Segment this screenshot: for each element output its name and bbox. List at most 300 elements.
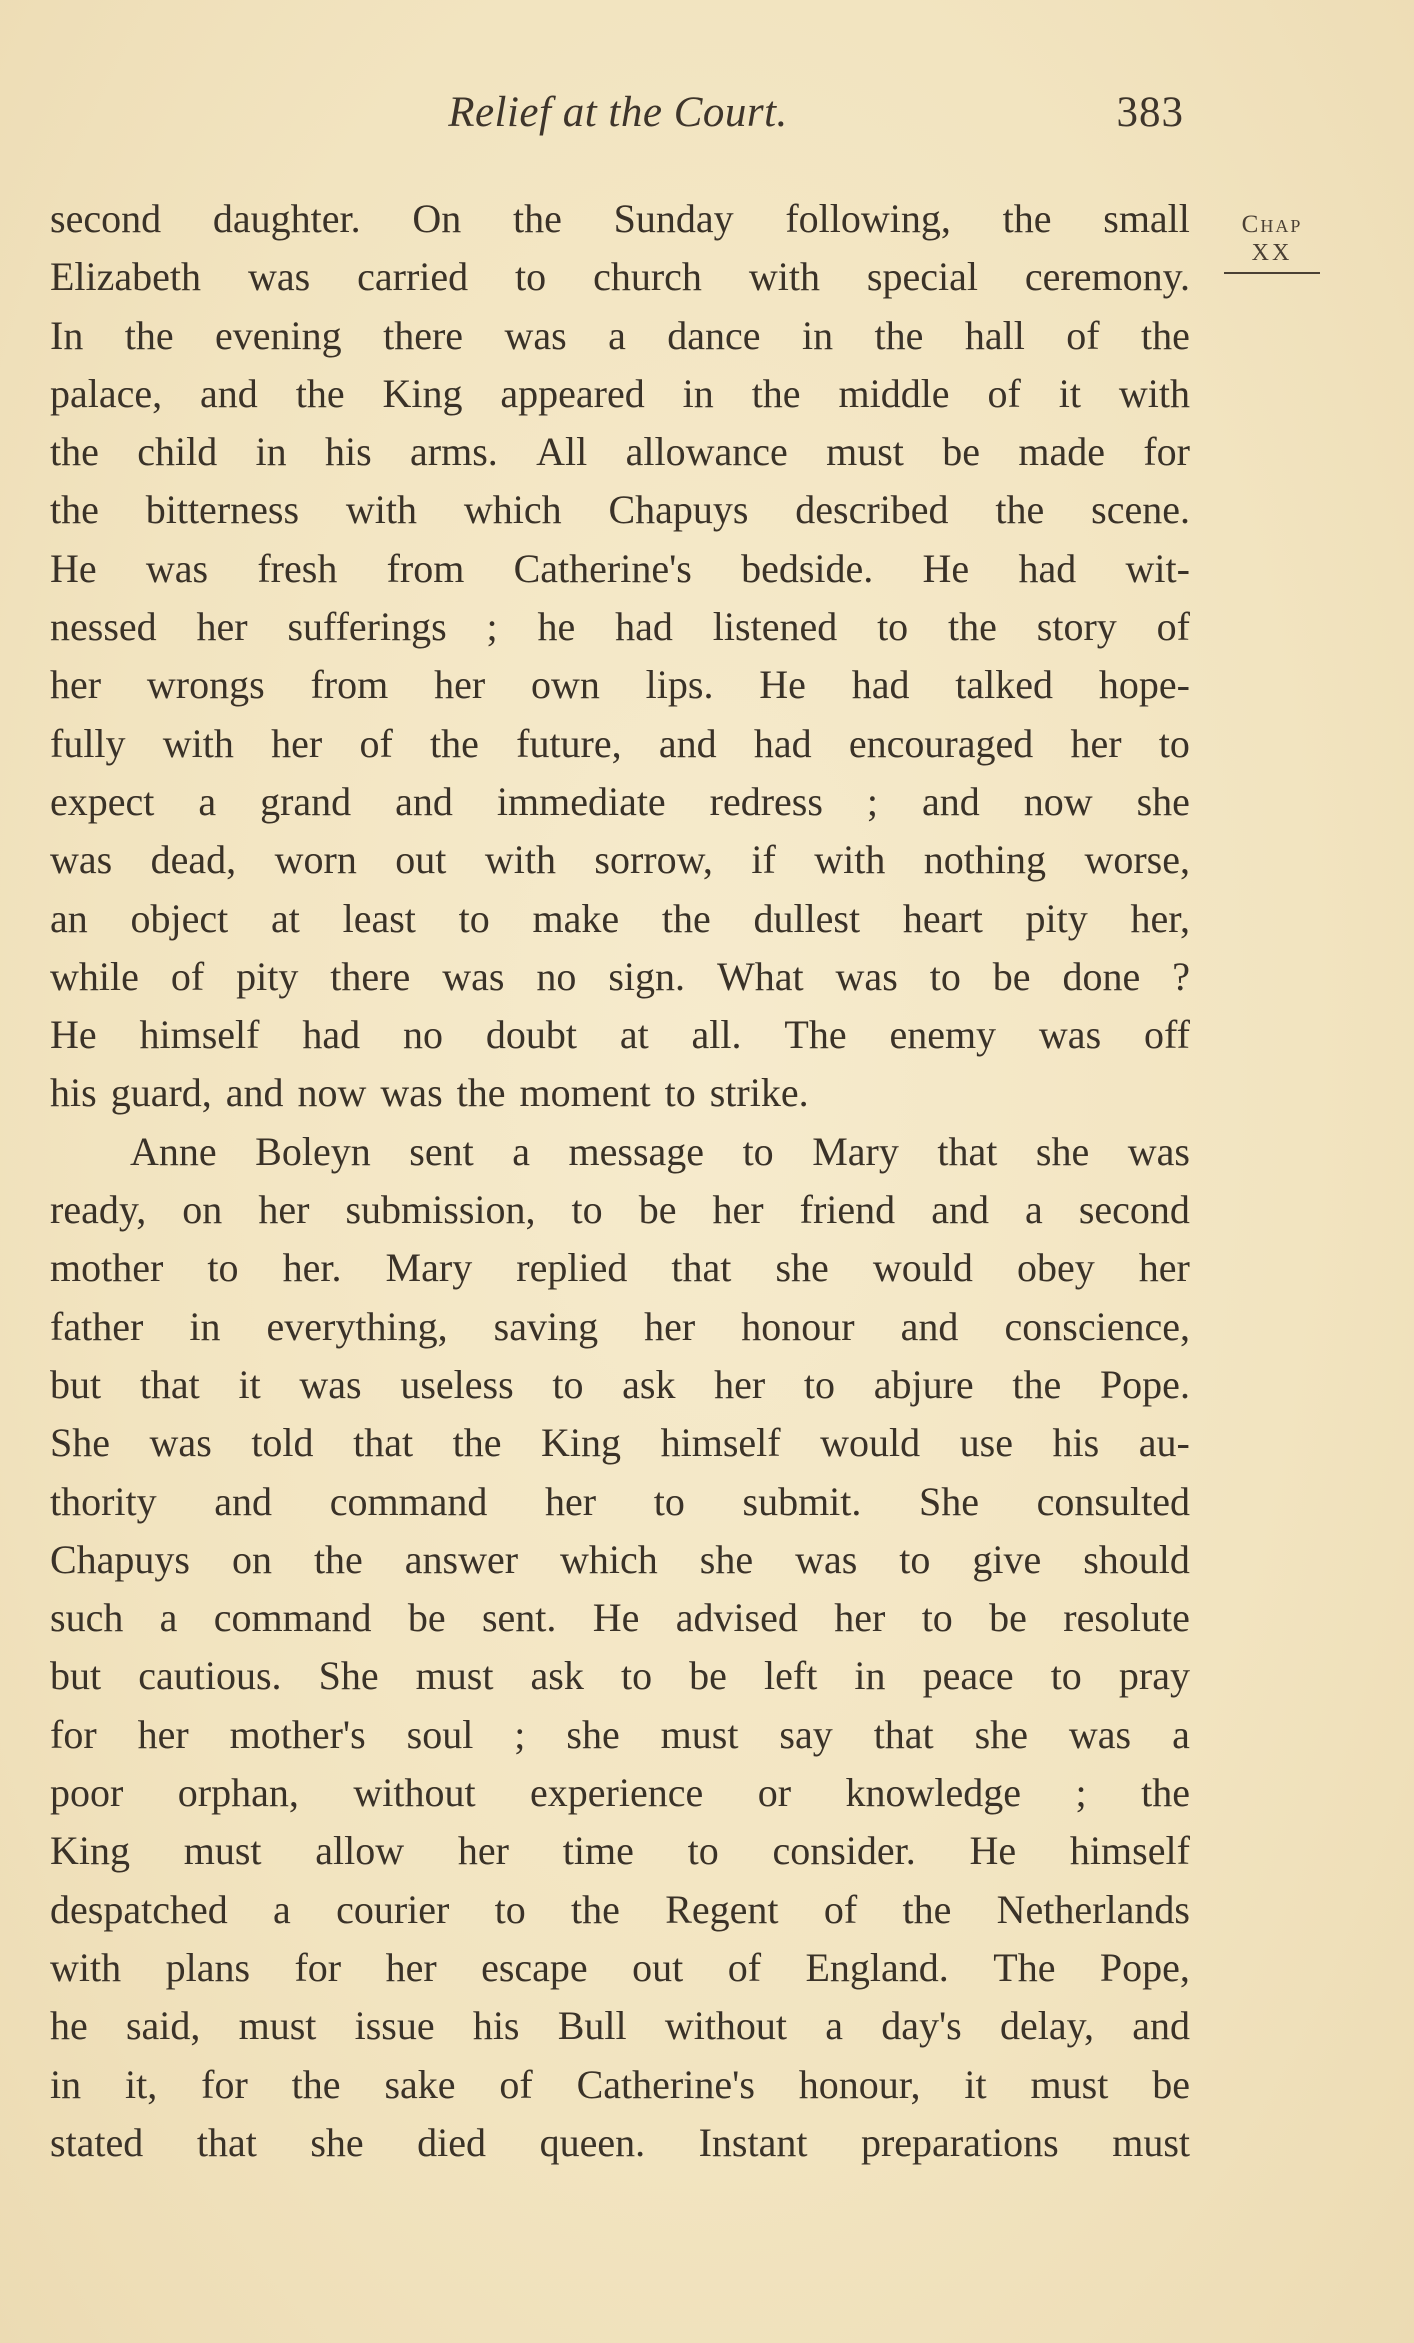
word: bedside.	[741, 545, 874, 591]
word: off	[1144, 1012, 1190, 1058]
word: but	[50, 1361, 102, 1407]
word: knowledge	[845, 1770, 1022, 1816]
word: use	[959, 1420, 1013, 1466]
word: to	[515, 254, 547, 300]
word: was	[247, 254, 311, 300]
word: was	[50, 837, 113, 883]
word: experience	[530, 1770, 704, 1816]
word: second	[50, 196, 162, 241]
word: the	[430, 720, 479, 766]
word: honour	[741, 1303, 855, 1349]
word: to	[552, 1361, 584, 1407]
text-line	[50, 1706, 1190, 1764]
word: orphan,	[177, 1770, 299, 1816]
word: to	[653, 1478, 685, 1524]
word: be	[989, 1595, 1027, 1641]
word: she	[1035, 1128, 1090, 1174]
text-line	[50, 248, 1190, 306]
word: sake	[384, 2061, 456, 2107]
word: Pope.	[1099, 1361, 1190, 1407]
word: Regent	[665, 1886, 779, 1932]
text-line	[50, 715, 1190, 773]
word: a	[159, 1595, 178, 1641]
text-line	[50, 1006, 1190, 1064]
word: wit-	[1125, 545, 1190, 591]
word: and	[225, 1070, 284, 1116]
word: He	[922, 545, 970, 591]
word: she	[974, 1711, 1028, 1757]
word: allowance	[625, 429, 788, 475]
word: himself	[139, 1012, 260, 1058]
word: resolute	[1063, 1595, 1190, 1641]
word: that	[196, 2119, 257, 2165]
word: she	[310, 2119, 364, 2165]
word: au-	[1138, 1420, 1190, 1466]
word: to	[877, 604, 909, 650]
word: nessed	[50, 604, 157, 650]
word: at	[270, 895, 300, 941]
word: was	[145, 545, 209, 591]
word: said,	[125, 2003, 201, 2049]
word: himself	[660, 1420, 781, 1466]
word: out	[632, 1944, 684, 1990]
word: which	[463, 487, 562, 533]
word: abjure	[873, 1361, 974, 1407]
word: ;	[866, 778, 879, 824]
word: from	[310, 662, 389, 708]
word: command	[329, 1478, 488, 1524]
word: Boleyn	[255, 1128, 371, 1174]
word: Catherine's	[576, 2061, 755, 2107]
word: to	[207, 1245, 239, 1291]
text-line	[50, 190, 1190, 248]
word: be	[1152, 2061, 1190, 2107]
word: pity	[1025, 895, 1088, 941]
word: the	[1141, 1770, 1190, 1816]
word: queen.	[539, 2119, 646, 2165]
text-line	[50, 1473, 1190, 1531]
word: She	[50, 1420, 110, 1466]
word: be	[942, 429, 981, 475]
word: her	[50, 662, 102, 708]
word: to	[921, 1595, 953, 1641]
word: honour,	[798, 2061, 921, 2107]
word: be	[689, 1653, 727, 1699]
word: everything,	[266, 1303, 448, 1349]
word: her	[834, 1595, 886, 1641]
word: that	[671, 1245, 732, 1291]
word: would	[872, 1245, 973, 1291]
word: for	[201, 2061, 248, 2107]
word: of	[987, 370, 1021, 416]
word: Mary	[385, 1245, 473, 1291]
word: she	[775, 1245, 829, 1291]
word: was	[1068, 1711, 1132, 1757]
text-line	[50, 1123, 1190, 1181]
word: of	[499, 2061, 533, 2107]
word: in	[50, 2061, 82, 2107]
word: was	[1127, 1128, 1190, 1174]
word: to	[929, 953, 961, 999]
word: time	[562, 1828, 634, 1874]
word: was	[835, 953, 898, 999]
word: with	[484, 837, 556, 883]
word: talked	[955, 662, 1054, 708]
word: delay,	[999, 2003, 1094, 2049]
word: was	[299, 1361, 362, 1407]
word: sorrow,	[594, 837, 713, 883]
page-number: 383	[1116, 89, 1184, 136]
word: consider.	[772, 1828, 916, 1874]
word: command	[213, 1595, 372, 1641]
word: The	[784, 1012, 847, 1058]
word: to	[494, 1886, 526, 1932]
word: evening	[215, 312, 342, 358]
word: but	[50, 1653, 102, 1699]
word: was	[1038, 1012, 1102, 1058]
word: immediate	[496, 778, 666, 824]
word: or	[757, 1770, 792, 1816]
word: a	[1172, 1711, 1190, 1757]
word: allow	[315, 1828, 405, 1874]
word: that	[139, 1361, 200, 1407]
word: the	[661, 895, 711, 941]
word: special	[866, 254, 978, 300]
word: in	[189, 1303, 221, 1349]
word: done	[1062, 953, 1141, 999]
text-line	[50, 1764, 1190, 1822]
word: her	[196, 604, 248, 650]
text-line	[50, 365, 1190, 423]
word: ready,	[50, 1187, 147, 1233]
word: small	[1103, 196, 1190, 241]
word: the	[571, 1886, 620, 1932]
word: sufferings	[287, 604, 447, 650]
word: to	[458, 895, 490, 941]
text-line	[50, 1181, 1190, 1239]
text-line	[50, 1997, 1190, 2055]
word: heart	[902, 895, 983, 941]
word: hope-	[1098, 662, 1190, 708]
word: must	[183, 1828, 262, 1874]
word: fresh	[257, 545, 338, 591]
word: would	[820, 1420, 921, 1466]
word: now	[297, 1070, 367, 1116]
word: must	[826, 429, 904, 475]
word: with	[814, 837, 886, 883]
word: with	[162, 720, 234, 766]
word: replied	[516, 1245, 628, 1291]
word: to	[742, 1128, 774, 1174]
word: message	[568, 1128, 705, 1174]
word: left	[764, 1653, 818, 1699]
word: her.	[282, 1245, 342, 1291]
word: the	[1140, 312, 1190, 358]
word: hall	[964, 312, 1025, 358]
word: the	[995, 487, 1045, 533]
word: On	[412, 196, 462, 241]
text-line	[50, 656, 1190, 714]
word: in	[682, 370, 714, 416]
word: preparations	[860, 2119, 1059, 2165]
word: peace	[922, 1653, 1014, 1699]
word: and	[931, 1187, 989, 1233]
word: to	[803, 1361, 836, 1407]
word: a	[512, 1128, 530, 1174]
word: the	[456, 1070, 506, 1116]
word: if	[751, 837, 776, 883]
word: no	[402, 1012, 443, 1058]
running-title: Relief at the Court.	[448, 89, 788, 136]
word: he	[50, 2003, 88, 2049]
word: her	[712, 1187, 764, 1233]
word: the	[50, 429, 99, 475]
text-line	[50, 1298, 1190, 1356]
word: was	[380, 1070, 443, 1116]
text-line	[50, 1822, 1190, 1880]
word: she	[1136, 778, 1190, 824]
word: England.	[805, 1944, 949, 1990]
word: while	[50, 953, 139, 999]
word: in	[801, 312, 834, 358]
word: should	[1083, 1536, 1190, 1582]
text-line	[50, 423, 1190, 481]
word: was	[504, 312, 567, 358]
word: and	[214, 1478, 273, 1524]
word: King	[541, 1420, 622, 1466]
word: ;	[1075, 1770, 1087, 1816]
word: father	[50, 1303, 144, 1349]
word: that	[937, 1128, 998, 1174]
word: obey	[1016, 1245, 1095, 1291]
text-line	[50, 1647, 1190, 1705]
word: He	[50, 1012, 97, 1058]
word: it,	[125, 2061, 158, 2107]
word: for	[50, 1711, 97, 1757]
word: for	[1143, 429, 1190, 475]
word: useless	[400, 1361, 514, 1407]
text-line	[50, 948, 1190, 1006]
word: it	[238, 1361, 261, 1407]
word: lips.	[645, 662, 714, 708]
word: advised	[675, 1595, 798, 1641]
word: told	[251, 1420, 314, 1466]
word: had	[753, 720, 812, 766]
word: Mary	[812, 1128, 899, 1174]
word: day's	[881, 2003, 962, 2049]
word: her	[385, 1944, 437, 1990]
word: with	[345, 487, 417, 533]
word: palace,	[50, 370, 163, 416]
word: her	[271, 720, 323, 766]
word: the	[948, 604, 997, 650]
word: to	[1158, 720, 1190, 766]
word: a	[825, 2003, 844, 2049]
text-line	[50, 2056, 1190, 2114]
margin-chapter-number: XX	[1251, 240, 1293, 266]
word: future,	[516, 720, 622, 766]
word: The	[993, 1944, 1056, 1990]
word: object	[130, 895, 229, 941]
text-line	[50, 1356, 1190, 1414]
word: her	[434, 662, 486, 708]
word: without	[664, 2003, 788, 2049]
word: that	[353, 1420, 414, 1466]
word: he	[537, 604, 576, 650]
text-line	[50, 1064, 1190, 1122]
word: sent	[409, 1128, 474, 1174]
word: a	[608, 312, 626, 358]
word: He	[969, 1828, 1017, 1874]
word: the	[313, 1536, 363, 1582]
word: must	[415, 1653, 494, 1699]
word: child	[137, 429, 218, 475]
word: had	[1018, 545, 1077, 591]
word: described	[795, 487, 949, 533]
word: mother's	[229, 1711, 366, 1757]
word: of	[170, 953, 205, 999]
word: in	[255, 429, 287, 475]
word: He	[759, 662, 806, 708]
word: her	[1070, 720, 1122, 766]
word: a	[1025, 1187, 1043, 1233]
word: encouraged	[848, 720, 1034, 766]
word: in	[854, 1653, 886, 1699]
word: with	[1118, 370, 1190, 416]
word: give	[972, 1536, 1042, 1582]
word: was	[795, 1536, 858, 1582]
word: her	[714, 1361, 766, 1407]
word: from	[386, 545, 465, 591]
word: on	[182, 1187, 223, 1233]
word: saving	[493, 1303, 599, 1349]
word: guard,	[110, 1070, 212, 1116]
text-line	[50, 831, 1190, 889]
word: Instant	[698, 2119, 808, 2165]
word: the	[874, 312, 924, 358]
word: there	[383, 312, 464, 358]
word: it	[964, 2061, 987, 2107]
text-line	[50, 540, 1190, 598]
word: arms.	[410, 429, 498, 475]
word: sent.	[481, 1595, 557, 1641]
word: church	[593, 254, 702, 300]
word: and	[1132, 2003, 1190, 2049]
word: her	[457, 1828, 509, 1874]
word: worse,	[1084, 837, 1190, 883]
word: of	[1066, 312, 1100, 358]
word: moment	[519, 1070, 651, 1116]
word: was	[149, 1420, 212, 1466]
word: escape	[481, 1944, 588, 1990]
word: Chapuys	[608, 487, 749, 533]
word: must	[238, 2003, 317, 2049]
word: and	[658, 720, 717, 766]
word: the	[1002, 196, 1052, 241]
word: Pope,	[1099, 1944, 1190, 1990]
word: All	[536, 429, 588, 475]
word: made	[1018, 429, 1105, 475]
word: ceremony.	[1024, 254, 1190, 300]
text-line	[50, 890, 1190, 948]
margin-rule	[1224, 272, 1320, 274]
word: pray	[1118, 1653, 1190, 1699]
word: to	[571, 1187, 603, 1233]
word: her	[644, 1303, 696, 1349]
running-head	[52, 88, 1184, 148]
text-line	[50, 773, 1190, 831]
word: She	[318, 1653, 379, 1699]
word: Anne	[130, 1128, 217, 1174]
word: be	[992, 953, 1031, 999]
word: an	[50, 895, 88, 941]
word: friend	[799, 1187, 896, 1233]
word: redress	[709, 778, 823, 824]
word: the	[50, 487, 99, 533]
word: it	[1058, 370, 1081, 416]
word: He	[592, 1595, 640, 1641]
word: must	[1112, 2119, 1190, 2165]
word: answer	[404, 1536, 519, 1582]
word: dullest	[753, 895, 861, 941]
word: his	[325, 429, 372, 475]
word: a	[198, 778, 217, 824]
text-line	[50, 1239, 1190, 1297]
word: appeared	[500, 370, 645, 416]
word: had	[302, 1012, 361, 1058]
word: consulted	[1036, 1478, 1190, 1524]
word: to	[620, 1653, 653, 1699]
word: ;	[514, 1711, 526, 1757]
word: his	[1052, 1420, 1100, 1466]
word: died	[417, 2119, 487, 2165]
text-line	[50, 1531, 1190, 1589]
word: without	[353, 1770, 476, 1816]
word: at	[619, 1012, 649, 1058]
word: conscience,	[1004, 1303, 1190, 1349]
word: no	[536, 953, 577, 999]
word: all.	[691, 1012, 742, 1058]
word: for	[294, 1944, 342, 1990]
word: to	[899, 1536, 931, 1582]
word: She	[919, 1478, 980, 1524]
word: submission,	[345, 1187, 536, 1233]
word: cautious.	[138, 1653, 282, 1699]
word: be	[638, 1187, 677, 1233]
word: and	[200, 370, 258, 416]
word: stated	[50, 2119, 144, 2165]
word: wrongs	[146, 662, 265, 708]
word: ask	[622, 1361, 676, 1407]
word: dance	[667, 312, 761, 358]
word: expect	[50, 778, 155, 824]
word: He	[50, 545, 97, 591]
word: Catherine's	[513, 545, 692, 591]
word: In	[50, 312, 84, 358]
word: that	[873, 1711, 934, 1757]
word: on	[231, 1536, 272, 1582]
word: the	[1012, 1361, 1062, 1407]
word: and	[395, 778, 453, 824]
word: the	[902, 1886, 952, 1932]
word: doubt	[485, 1012, 577, 1058]
word: and	[900, 1303, 959, 1349]
word: with	[748, 254, 820, 300]
word: soul	[406, 1711, 474, 1757]
margin-chapter-note	[1222, 210, 1322, 274]
word: such	[50, 1595, 124, 1641]
word: plans	[165, 1944, 251, 1990]
